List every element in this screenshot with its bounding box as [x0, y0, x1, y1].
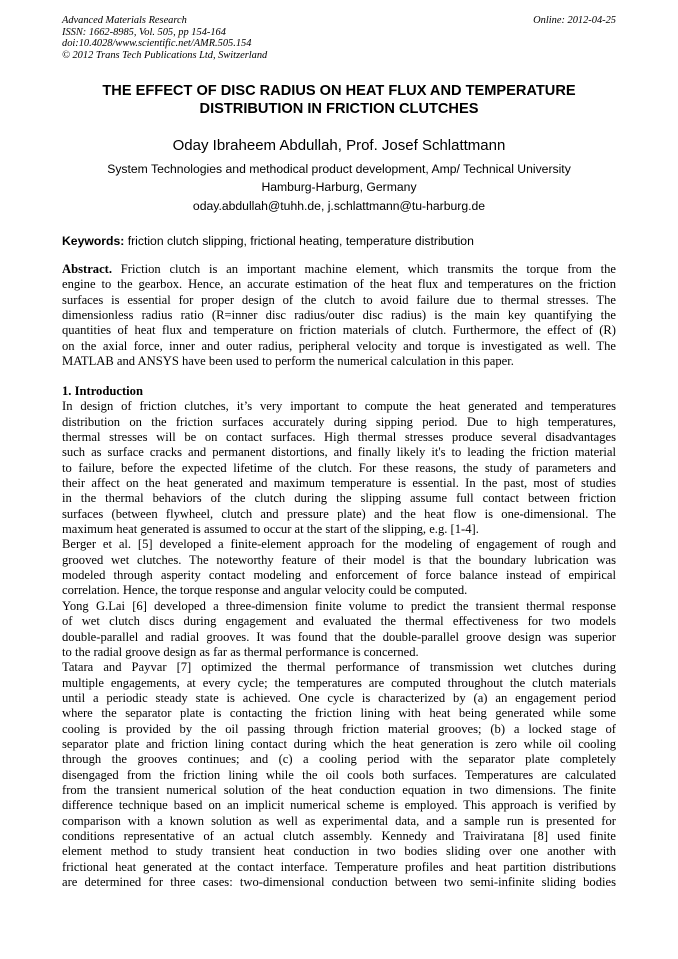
intro-line: multiple engagements, at every cycle; the temperatures are computed throughout the clutch materials — [62, 675, 616, 690]
affiliation-line-1: System Technologies and methodical product development, Amp/ Technical University — [107, 162, 571, 176]
intro-line: their affect on the heat generated and maximum temperature is essential. In the past, most of studies — [62, 476, 616, 491]
intro-line: Tatara and Payvar [7] optimized the thermal performance of transmission wet clutches during — [62, 660, 616, 675]
introduction-section — [62, 384, 616, 890]
intro-line: double-parallel and radial grooves. It was found that the double-parallel groove design was superior — [62, 629, 616, 644]
intro-line: surfaces (between flywheel, clutch and pressure plate) and the heat flow is one-dimensional. The — [62, 506, 616, 521]
intro-line: of wet clutch discs during engagement and evaluated the thermal effectiveness for two models — [62, 614, 616, 629]
paper-title-line-1: THE EFFECT OF DISC RADIUS ON HEAT FLUX AND TEMPERATURE — [102, 83, 576, 99]
abstract-line: on the axial force, inner and outer radius, peripheral velocity and torque is investigated as well. The — [62, 338, 616, 353]
keywords-label: Keywords: — [62, 234, 125, 248]
intro-line: where the separator plate is contacting the friction lining with heat being generated while some — [62, 706, 616, 721]
intro-line: separator plate and friction lining contact during which the heat generation is zero while oil cooling — [62, 736, 616, 751]
intro-line: thermal stresses will be on contact surfaces. High thermal stresses produce several disadvantages — [62, 430, 616, 445]
online-date: Online: 2012-04-25 — [533, 15, 616, 26]
abstract-line: engine to the gearbox. Hence, an accurate estimation of the heat flux and temperatures on the friction — [62, 277, 616, 292]
intro-line: difference technique based on an implicit numerical scheme is employed. This approach is verified by — [62, 798, 616, 813]
intro-line: cooling is provided by the oil passing through friction material grooves; (b) a locked stage of — [62, 721, 616, 736]
intro-line: Yong G.Lai [6] developed a three-dimension finite volume to predict the transient thermal response — [62, 598, 616, 613]
journal-copyright: © 2012 Trans Tech Publications Ltd, Switzerland — [62, 49, 268, 61]
intro-line: grooved wet clutches. The noteworthy feature of their model is that the boundary lubrication was — [62, 552, 616, 567]
keywords-text: friction clutch slipping, frictional heating, temperature distribution — [124, 234, 474, 248]
intro-line: modeled through asperity contact modeling and enforcement of force balance instead of empirical — [62, 568, 616, 583]
intro-line: comparison with a known solution as well as experimental data, and a sample run is presented for — [62, 813, 616, 828]
affiliation-line-2: Hamburg-Harburg, Germany — [261, 179, 417, 194]
intro-line: such as surface cracks and permanent distortions, and finally likely it's to leading the friction material — [62, 445, 616, 460]
journal-doi[interactable]: doi:10.4028/www.scientific.net/AMR.505.154 — [62, 38, 252, 50]
intro-line: from the transient numerical solution of the heat conduction equation in two dimensions. The finite — [62, 782, 616, 797]
intro-line: element method to study transient heat conduction in two bodies sliding over one another with — [62, 844, 616, 859]
affiliation — [62, 161, 616, 196]
section-heading: 1. Introduction — [62, 384, 143, 398]
abstract-line: Abstract. Friction clutch is an important machine element, which transmits the torque from the — [62, 262, 616, 276]
intro-line: to failure, before the expected lifetime of the clutch. For these reasons, the study of parameters and — [62, 460, 616, 475]
author-emails[interactable]: oday.abdullah@tuhh.de, j.schlattmann@tu-harburg.de — [192, 199, 486, 213]
paper-title — [62, 82, 616, 118]
abstract-label: Abstract. — [62, 262, 113, 276]
abstract — [62, 262, 616, 369]
intro-line: disengaged from the friction lining while the oil cools both surfaces. Temperatures are calculated — [62, 767, 616, 782]
intro-line: to the radial groove design as far as thermal performance is concerned. — [62, 644, 419, 659]
paper-title-line-2: DISTRIBUTION IN FRICTION CLUTCHES — [199, 101, 479, 117]
intro-line: correlation. Hence, the torque response and angular velocity could be computed. — [62, 583, 468, 598]
intro-line: frictional heat generated at the contact interface. Temperature profiles and heat partition distributions — [62, 859, 616, 874]
abstract-line: quantities of heat flux and temperature on friction materials of clutch. Furthermore, the effect of (R) — [62, 323, 616, 338]
abstract-line: MATLAB and ANSYS have been used to perform the numerical calculation in this paper. — [62, 354, 514, 369]
intro-line: conditions representative of an actual clutch assembly. Kennedy and Traiviratana [8] used finite — [62, 828, 616, 843]
journal-issn: ISSN: 1662-8985, Vol. 505, pp 154-164 — [62, 26, 226, 38]
intro-line: until a periodic steady state is achieved. One cycle is characterized by (a) an engagement period — [62, 690, 616, 705]
journal-header — [62, 15, 616, 61]
intro-line: Berger et al. [5] developed a finite-element approach for the modeling of engagement of rough and — [62, 537, 616, 552]
intro-line: In design of friction clutches, it’s very important to compute the heat generated and temperatures — [62, 399, 616, 414]
abstract-line: dimensionless radius ratio (R=inner disc radius/outer disc radius) is the main key quantifying the — [62, 308, 616, 323]
authors: Oday Ibraheem Abdullah, Prof. Josef Schlattmann — [172, 137, 506, 154]
intro-line: through the grooves continues; and (c) a cooling period with the separator plate completely — [62, 752, 616, 767]
intro-line: are determined for three cases: two-dimensional conduction between two semi-infinite sliding bodies — [62, 875, 616, 889]
intro-line: in the thermal behaviors of the clutch during the slipping assume full contact between friction — [62, 491, 616, 506]
journal-name: Advanced Materials Research — [62, 15, 187, 26]
intro-line: maximum heat generated is assumed to occur at the start of the slipping, e.g. [1-4]. — [62, 522, 479, 537]
keywords — [62, 233, 622, 249]
abstract-line: surfaces is essential for proper design of the clutch to avoid failure due to thermal stresses. The — [62, 292, 616, 307]
intro-line: distribution on the friction surfaces accurately during sipping period. Due to high temperatures, — [62, 414, 616, 429]
